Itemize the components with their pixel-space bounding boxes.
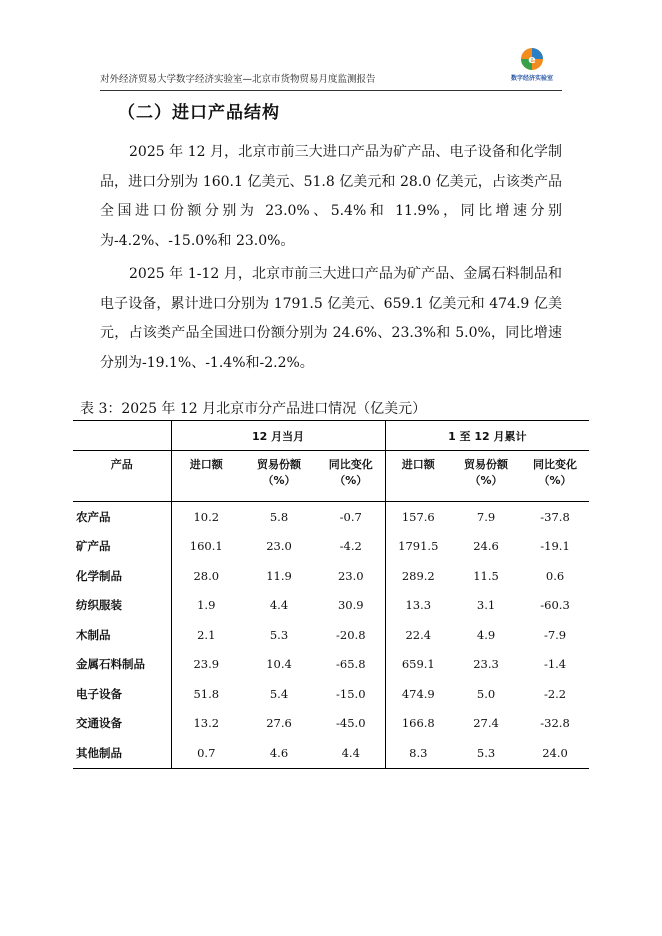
import-products-table xyxy=(73,420,589,769)
col-header-import-value: 进口额 xyxy=(171,451,241,502)
col-header-cum-yoy-change: 同比变化 （%） xyxy=(521,451,589,502)
cell-cum-yoy-change: -37.8 xyxy=(540,509,570,524)
cell-cum-import-value: 289.2 xyxy=(385,561,451,591)
table-row xyxy=(73,532,589,562)
cell-yoy-change: 4.4 xyxy=(317,738,385,768)
table-column-header-row xyxy=(73,451,589,502)
col-header-cum-import-value: 进口额 xyxy=(385,451,451,502)
col-header-product: 产品 xyxy=(73,451,171,502)
page-header xyxy=(100,53,562,91)
cell-import-value: 1.9 xyxy=(171,591,241,621)
cell-cum-yoy-change: -32.8 xyxy=(540,716,570,731)
svg-text:e: e xyxy=(528,53,536,66)
cell-cum-trade-share: 11.5 xyxy=(473,568,499,583)
cell-trade-share: 27.6 xyxy=(266,716,292,731)
cell-cum-import-value: 659.1 xyxy=(385,650,451,680)
section-title: （二）进口产品结构 xyxy=(118,103,280,123)
cell-cum-yoy-change: -7.9 xyxy=(543,627,567,642)
cell-product-name: 化学制品 xyxy=(76,568,122,583)
table-row xyxy=(73,591,589,621)
cell-trade-share: 4.4 xyxy=(269,598,289,613)
cell-trade-share: 11.9 xyxy=(266,568,292,583)
cell-yoy-change: -20.8 xyxy=(336,627,366,642)
cell-product-name: 电子设备 xyxy=(76,686,122,701)
table-row xyxy=(73,561,589,591)
cell-import-value: 23.9 xyxy=(171,650,241,680)
cell-cum-import-value: 474.9 xyxy=(385,679,451,709)
col-header-yoy-change: 同比变化 （%） xyxy=(317,451,385,502)
cell-trade-share: 5.4 xyxy=(269,686,289,701)
table-row xyxy=(73,738,589,768)
paragraph-annual: 2025 年 1-12 月，北京市前三大进口产品为矿产品、金属石料制品和电子设备，累计进口分别为 1791.5 亿美元、659.1 亿美元和 474.9 亿美元，占该类产品全国进口份额分别为 24.6%、23.3%和 5.0%，同比增速分别为-19.1%、-1.4%和-2.2%。 xyxy=(100,266,562,371)
cell-yoy-change: -65.8 xyxy=(336,657,366,672)
cell-cum-import-value: 22.4 xyxy=(385,620,451,650)
cell-trade-share: 4.6 xyxy=(241,738,317,768)
table-group-header-row xyxy=(73,421,589,451)
cell-trade-share: 10.4 xyxy=(266,657,292,672)
cell-cum-trade-share: 23.3 xyxy=(473,657,499,672)
cell-cum-import-value: 166.8 xyxy=(385,709,451,739)
cell-yoy-change: 23.0 xyxy=(337,568,364,583)
header-title: 对外经济贸易大学数字经济实验室—北京市货物贸易月度监测报告 xyxy=(100,74,376,85)
cell-cum-yoy-change: -2.2 xyxy=(543,686,567,701)
cell-import-value: 28.0 xyxy=(171,561,241,591)
cell-trade-share: 5.3 xyxy=(269,627,289,642)
cell-cum-trade-share: 24.6 xyxy=(473,539,499,554)
table-row xyxy=(73,620,589,650)
group-header-cumulative: 1 至 12 月累计 xyxy=(385,421,589,451)
cell-import-value: 2.1 xyxy=(171,620,241,650)
col-header-cum-trade-share: 贸易份额 （%） xyxy=(451,451,521,502)
logo-caption: 数字经济实验室 xyxy=(510,75,553,82)
group-header-december: 12 月当月 xyxy=(171,421,385,451)
cell-cum-import-value: 157.6 xyxy=(385,502,451,532)
lab-logo-icon xyxy=(506,46,558,74)
cell-product-name: 金属石料制品 xyxy=(76,657,145,672)
table-body xyxy=(73,502,589,769)
paragraph-december: 2025 年 12 月，北京市前三大进口产品为矿产品、电子设备和化学制品，进口分别为 160.1 亿美元、51.8 亿美元和 28.0 亿美元，占该类产品全国进口份额分别为 23.0%、5.4%和 11.9%，同比增速分别为-4.2%、-15.0%和 23.0%。 xyxy=(100,144,562,249)
cell-cum-yoy-change: 0.6 xyxy=(545,568,565,583)
cell-import-value: 13.2 xyxy=(171,709,241,739)
cell-product-name: 矿产品 xyxy=(76,539,111,554)
cell-yoy-change: 30.9 xyxy=(337,598,364,613)
table-row xyxy=(73,709,589,739)
cell-import-value: 0.7 xyxy=(171,738,241,768)
cell-cum-import-value: 1791.5 xyxy=(385,532,451,562)
cell-product-name: 农产品 xyxy=(76,509,111,524)
cell-import-value: 10.2 xyxy=(171,502,241,532)
cell-yoy-change: -0.7 xyxy=(339,509,362,524)
cell-cum-import-value: 13.3 xyxy=(385,591,451,621)
cell-import-value: 160.1 xyxy=(171,532,241,562)
cell-yoy-change: -4.2 xyxy=(339,539,362,554)
cell-cum-import-value: 8.3 xyxy=(385,738,451,768)
cell-product-name: 其他制品 xyxy=(73,738,171,768)
cell-cum-trade-share: 5.0 xyxy=(476,686,496,701)
table-row xyxy=(73,679,589,709)
cell-trade-share: 23.0 xyxy=(266,539,292,554)
cell-cum-trade-share: 27.4 xyxy=(473,716,499,731)
cell-cum-yoy-change: -60.3 xyxy=(540,598,570,613)
cell-yoy-change: -15.0 xyxy=(336,686,366,701)
table-row xyxy=(73,650,589,680)
cell-cum-yoy-change: -19.1 xyxy=(540,539,570,554)
cell-cum-trade-share: 7.9 xyxy=(476,509,496,524)
cell-cum-trade-share: 5.3 xyxy=(451,738,521,768)
cell-cum-trade-share: 4.9 xyxy=(476,627,496,642)
cell-trade-share: 5.8 xyxy=(269,509,289,524)
cell-import-value: 51.8 xyxy=(171,679,241,709)
cell-cum-yoy-change: -1.4 xyxy=(543,657,567,672)
cell-yoy-change: -45.0 xyxy=(336,716,366,731)
table-row xyxy=(73,502,589,532)
group-header-blank xyxy=(73,421,171,451)
cell-cum-yoy-change: 24.0 xyxy=(521,738,589,768)
table-caption: 表 3：2025 年 12 月北京市分产品进口情况（亿美元） xyxy=(80,401,427,417)
lab-logo xyxy=(506,46,558,86)
cell-product-name: 纺织服装 xyxy=(76,598,122,613)
cell-cum-trade-share: 3.1 xyxy=(476,598,496,613)
cell-product-name: 交通设备 xyxy=(76,716,122,731)
cell-product-name: 木制品 xyxy=(76,627,111,642)
col-header-trade-share: 贸易份额 （%） xyxy=(241,451,317,502)
